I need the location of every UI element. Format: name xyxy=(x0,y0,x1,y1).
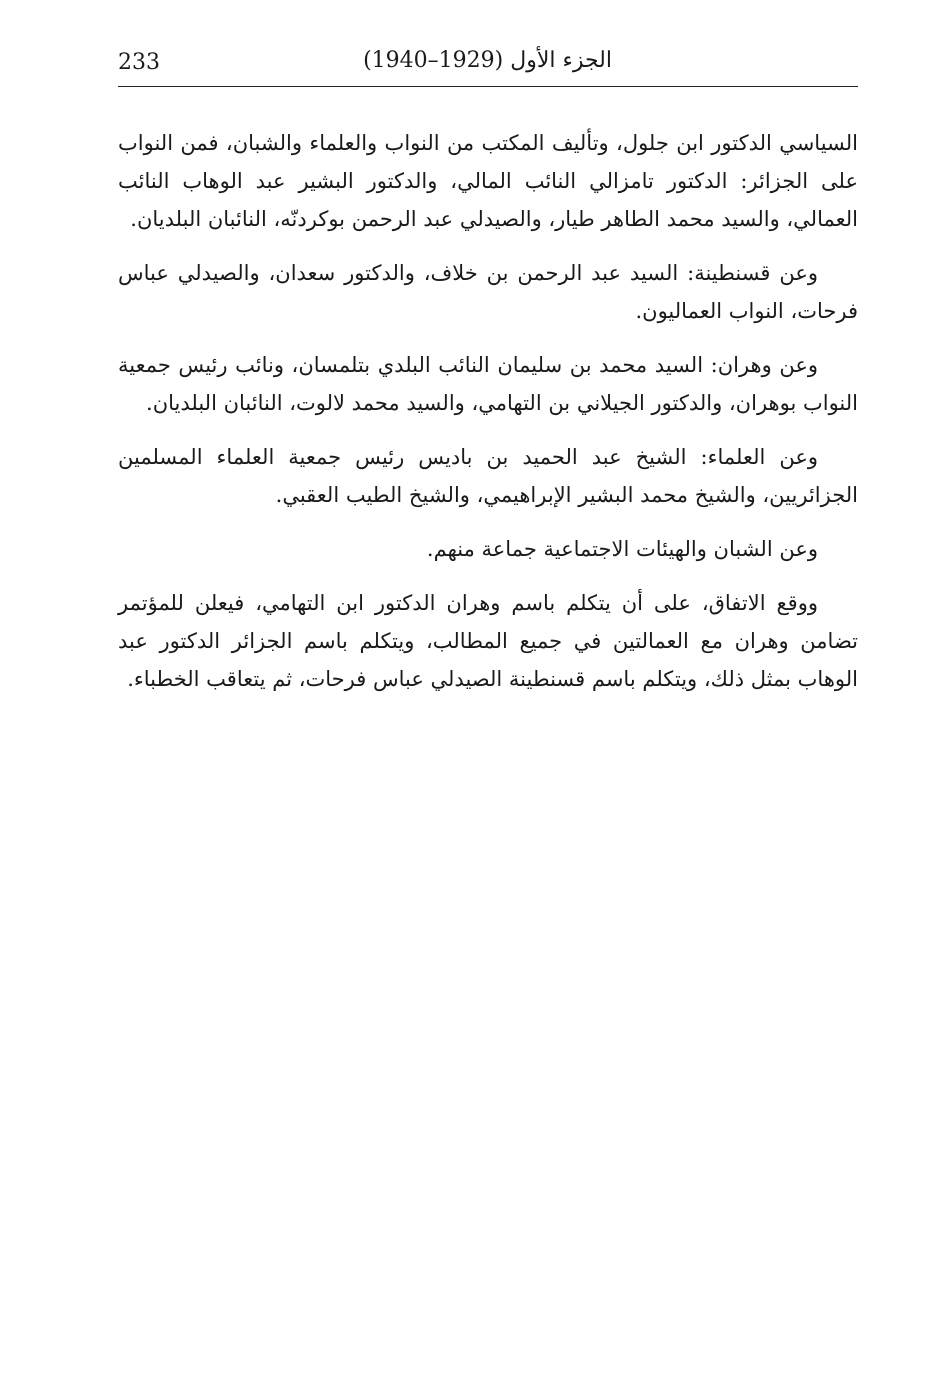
paragraph-agreement: ووقع الاتفاق، على أن يتكلم باسم وهران الدكتور ابن التهامي، فيعلن للمؤتمر تضامن وهران مع العمالتين في جميع المطالب، ويتكلم باسم الجزائر الدكتور عبد الوهاب بمثل ذلك، ويتكلم باسم قسنطينة الصيدلي عباس فرحات، ثم يتعاقب الخطباء. xyxy=(118,591,858,691)
page-number: 233 xyxy=(118,50,160,75)
page-header xyxy=(118,44,858,84)
running-title: الجزء الأول (1929–1940) xyxy=(363,48,612,73)
paragraph-constantine: وعن قسنطينة: السيد عبد الرحمن بن خلاف، والدكتور سعدان، والصيدلي عباس فرحات، النواب العماليون. xyxy=(118,261,858,323)
paragraph-youth: وعن الشبان والهيئات الاجتماعية جماعة منهم. xyxy=(426,537,818,561)
paragraph-continuation: السياسي الدكتور ابن جلول، وتأليف المكتب من النواب والعلماء والشبان، فمن النواب على الجزائر: الدكتور تامزالي النائب المالي، والدكتور البشير عبد الوهاب النائب العمالي، والسيد محمد الطاهر طيار، والصيدلي عبد الرحمن بوكردنّه، النائبان البلديان. xyxy=(118,131,858,231)
paragraph-oran: وعن وهران: السيد محمد بن سليمان النائب البلدي بتلمسان، ونائب رئيس جمعية النواب بوهران، والدكتور الجيلاني بن التهامي، والسيد محمد لالوت، النائبان البلديان. xyxy=(118,353,858,415)
paragraph-ulama: وعن العلماء: الشيخ عبد الحميد بن باديس رئيس جمعية العلماء المسلمين الجزائريين، والشيخ محمد البشير الإبراهيمي، والشيخ الطيب العقبي. xyxy=(118,445,858,507)
body-text xyxy=(118,124,858,714)
header-rule xyxy=(118,86,858,87)
